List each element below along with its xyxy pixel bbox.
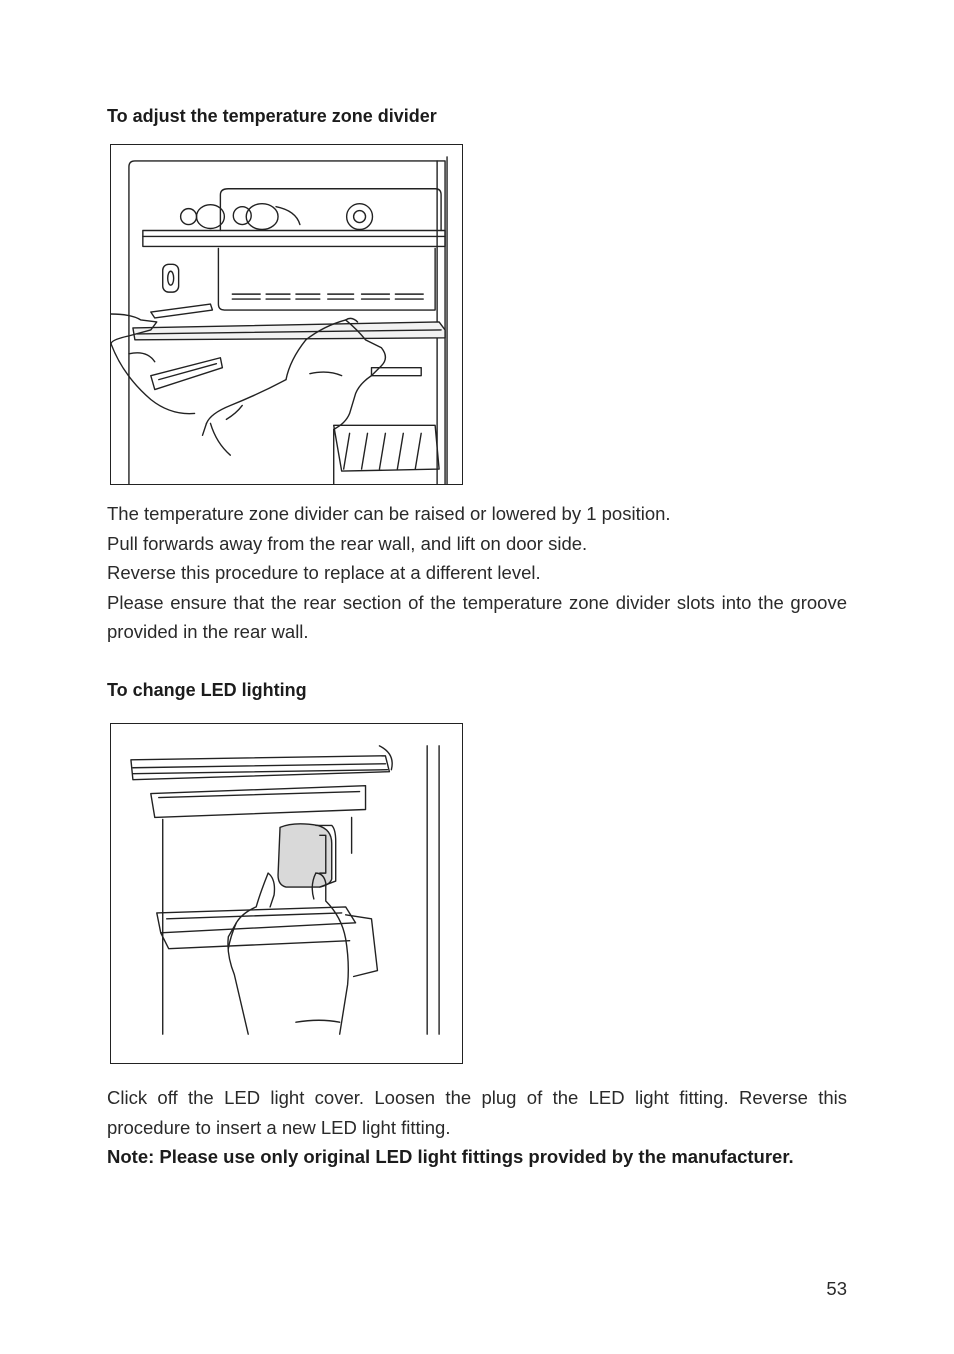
page-number: 53 [826,1278,847,1299]
illustration-led-lighting [110,723,463,1064]
instruction-line: Pull forwards away from the rear wall, and lift on door side. [107,532,588,554]
zone-divider-instructions [107,499,847,647]
instruction-line: The temperature zone divider can be raised or lowered by 1 position. [107,503,671,524]
section-heading-led-lighting: To change LED lighting [107,680,307,700]
instruction-line: Reverse this procedure to replace at a different level. [107,562,541,583]
manufacturer-note: Note: Please use only original LED light fittings provided by the manufacturer. [107,1146,794,1167]
section-heading-zone-divider: To adjust the temperature zone divider [107,106,437,126]
instruction-line: Please ensure that the rear section of the temperature zone divider slots into the groove provided in the rear wall. [107,591,847,642]
led-instructions [107,1083,847,1172]
led-instruction-text: Click off the LED light cover. Loosen the plug of the LED light fitting. Reverse this procedure to insert a new LED light fitting. [107,1087,847,1138]
illustration-zone-divider [110,144,463,485]
